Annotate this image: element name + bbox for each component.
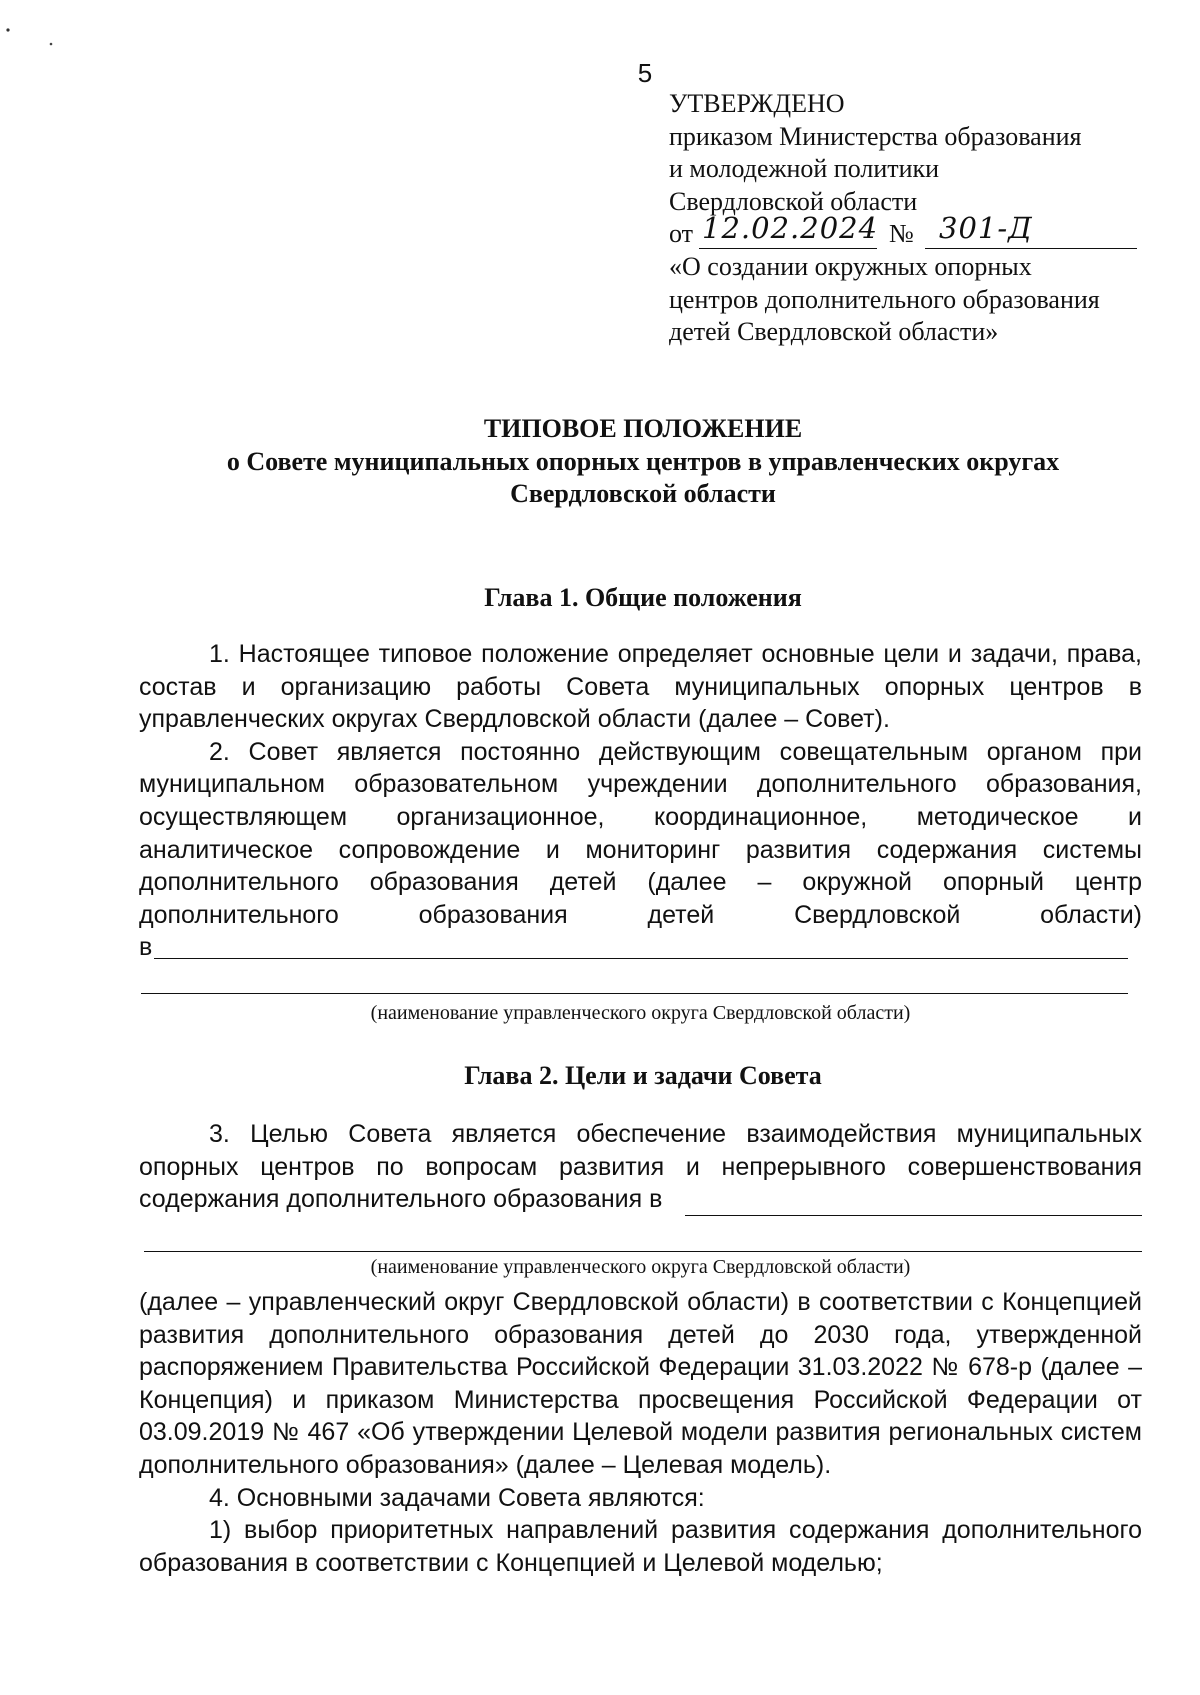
number-underline	[925, 248, 1137, 249]
fill-in-line	[144, 1251, 1142, 1252]
approval-line: Свердловской области	[669, 186, 918, 216]
approval-block	[669, 88, 1139, 349]
paragraph-2-last-line: дополнительного образования детей Свердловской области)	[139, 900, 1142, 929]
chapter-2-heading: Глава 2. Цели и задачи Совета	[464, 1061, 822, 1090]
document-title	[43, 413, 1200, 511]
paragraph-1: 1. Настоящее типовое положение определяет основные цели и задачи, права, состав и организацию работы Совета муниципальных опорных центров в управленческих округах Свердловской области (далее – Совет).	[139, 640, 1142, 734]
title-line: ТИПОВОЕ ПОЛОЖЕНИЕ	[483, 414, 803, 443]
handwritten-date: 12.02.2024	[702, 211, 879, 245]
scan-specks	[0, 0, 120, 60]
paragraph-3-continuation: (далее – управленческий округ Свердловской области) в соответствии с Концепцией развития дополнительного образования детей до 2030 года, утвержденной распоряжением Правительства Российской Федерации 31.03.2022 № 678-р (далее – Концепция) и приказом Министерства просвещения Российской Федерации от 03.09.2019 № 467 «Об утверждении Целевой модели развития региональных систем дополнительного образования» (далее – Целевая модель).	[139, 1288, 1142, 1479]
approval-line: приказом Министерства образования	[669, 121, 1082, 151]
paragraph-2-preposition: в	[139, 933, 153, 962]
page-number: 5	[637, 58, 653, 88]
handwritten-number: 301-Д	[939, 211, 1033, 245]
date-prefix: от	[669, 219, 694, 248]
field-caption: (наименование управленческого округа Свердловской области)	[370, 1002, 911, 1024]
chapter-1-heading: Глава 1. Общие положения	[484, 583, 802, 612]
paragraph-4: 4. Основными задачами Совета являются:	[209, 1483, 705, 1512]
paragraph-3: 3. Целью Совета является обеспечение взаимодействия муниципальных опорных центров по вопросам развития и непрерывного совершенствования	[139, 1120, 1142, 1181]
chapter-2-body	[139, 1118, 1142, 1216]
approval-subject-line: центров дополнительного образования	[669, 284, 1100, 314]
fill-in-line	[141, 993, 1128, 994]
date-underline	[699, 248, 877, 249]
title-line: о Совете муниципальных опорных центров в управленческих округах	[226, 446, 1060, 476]
approval-subject-line: детей Свердловской области»	[669, 317, 999, 346]
chapter-2-body-continued	[139, 1286, 1142, 1579]
paragraph-4-item-1: 1) выбор приоритетных направлений развития содержания дополнительного образования в соответствии с Концепцией и Целевой моделью;	[139, 1516, 1142, 1577]
paragraph-2: 2. Совет является постоянно действующим совещательным органом при муниципальном образовательном учреждении дополнительного образования, осуществляющем организационное, координационное, методическое и аналитическое сопровождение и мониторинг развития содержания системы дополнительного образования детей (далее – окружной опорный центр	[139, 737, 1142, 897]
number-prefix: №	[889, 219, 914, 248]
order-date-number-line	[669, 211, 1139, 251]
approval-subject-line: «О создании окружных опорных	[669, 252, 1032, 281]
field-caption: (наименование управленческого округа Свердловской области)	[370, 1256, 911, 1278]
fill-in-line	[685, 1215, 1142, 1216]
approval-line: и молодежной политики	[669, 154, 940, 183]
chapter-1-body	[139, 638, 1142, 964]
fill-in-line	[154, 958, 1128, 959]
title-line: Свердловской области	[510, 479, 776, 508]
approval-heading: УТВЕРЖДЕНО	[669, 89, 845, 118]
paragraph-3-line: содержания дополнительного образования в	[139, 1185, 663, 1214]
